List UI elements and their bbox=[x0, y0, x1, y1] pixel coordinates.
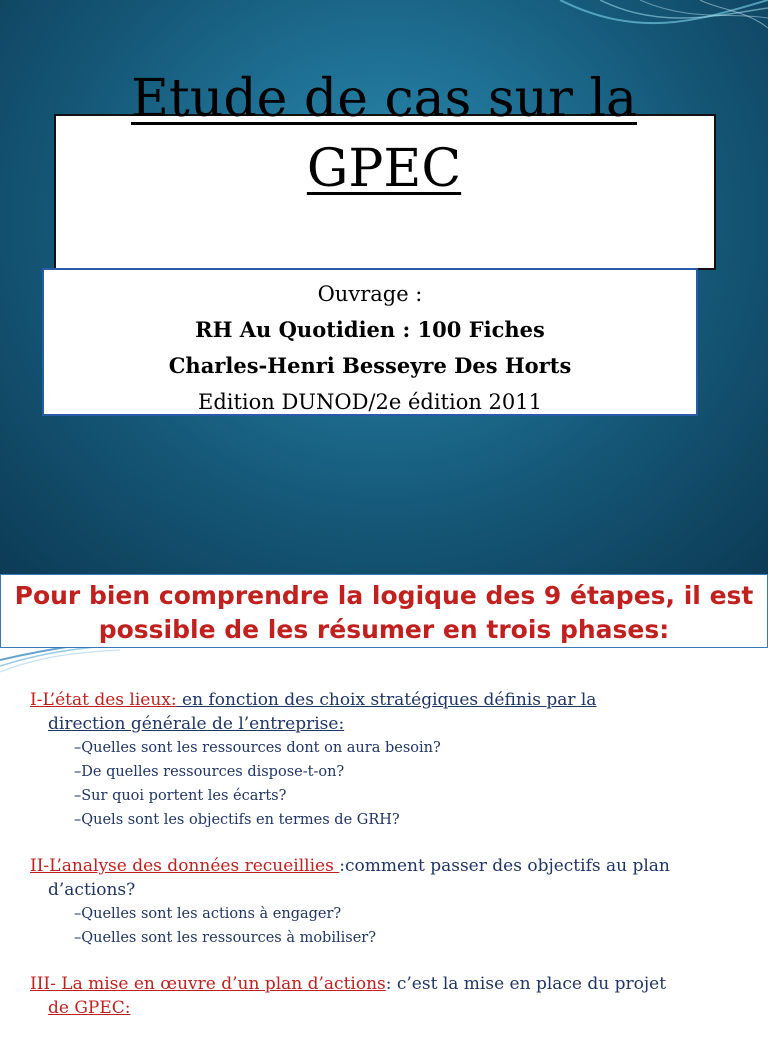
phase-2-desc-cont: d’actions? bbox=[48, 880, 136, 900]
phase-3 bbox=[30, 972, 760, 1020]
phase-3-desc: : c’est la mise en place du projet bbox=[385, 974, 667, 994]
book-title: RH Au Quotidien : 100 Fiches bbox=[195, 317, 545, 342]
phase-2-heading-cont bbox=[30, 878, 760, 902]
book-edition: Edition DUNOD/2e édition 2011 bbox=[197, 390, 543, 414]
phase-1-heading bbox=[30, 688, 760, 712]
list-item: –Quelles sont les ressources dont on aura besoin? bbox=[74, 740, 441, 756]
list-item: –Sur quoi portent les écarts? bbox=[74, 788, 287, 804]
book-info-box bbox=[42, 268, 698, 416]
phase-3-heading bbox=[30, 972, 760, 996]
phase-2-title: II-L’analyse des données recueillies bbox=[30, 856, 340, 876]
title-line-1: Etude de cas sur la bbox=[130, 69, 638, 129]
phases-banner bbox=[0, 574, 768, 648]
phase-1 bbox=[30, 688, 760, 832]
phase-3-desc-cont: de GPEC: bbox=[48, 998, 131, 1018]
phase-1-desc: en fonction des choix stratégiques définis par la bbox=[176, 690, 597, 710]
banner-line-1: Pour bien comprendre la logique des 9 étapes, il est bbox=[14, 581, 754, 610]
phases-content bbox=[30, 688, 760, 1042]
slide-title bbox=[0, 64, 768, 204]
phase-2 bbox=[30, 854, 760, 950]
phase-2-heading bbox=[30, 854, 760, 878]
banner-line-2: possible de les résumer en trois phases: bbox=[98, 615, 670, 644]
phase-3-heading-cont bbox=[30, 996, 760, 1020]
phase-3-title: III- La mise en œuvre d’un plan d’actions bbox=[30, 974, 386, 994]
content-slide bbox=[0, 574, 768, 1024]
title-line-2: GPEC bbox=[306, 139, 462, 199]
list-item: –Quelles sont les actions à engager? bbox=[74, 906, 342, 922]
phase-2-desc: :comment passer des objectifs au plan bbox=[339, 856, 670, 876]
list-item: –Quels sont les objectifs en termes de GRH? bbox=[74, 812, 400, 828]
list-item: –Quelles sont les ressources à mobiliser? bbox=[74, 930, 376, 946]
phase-1-heading-cont bbox=[30, 712, 760, 736]
phase-1-title: I-L’état des lieux: bbox=[30, 690, 177, 710]
book-label: Ouvrage : bbox=[317, 282, 423, 306]
list-item: –De quelles ressources dispose-t-on? bbox=[74, 764, 345, 780]
book-author: Charles-Henri Besseyre Des Horts bbox=[168, 353, 572, 378]
phase-1-desc-cont: direction générale de l’entreprise: bbox=[48, 714, 345, 734]
